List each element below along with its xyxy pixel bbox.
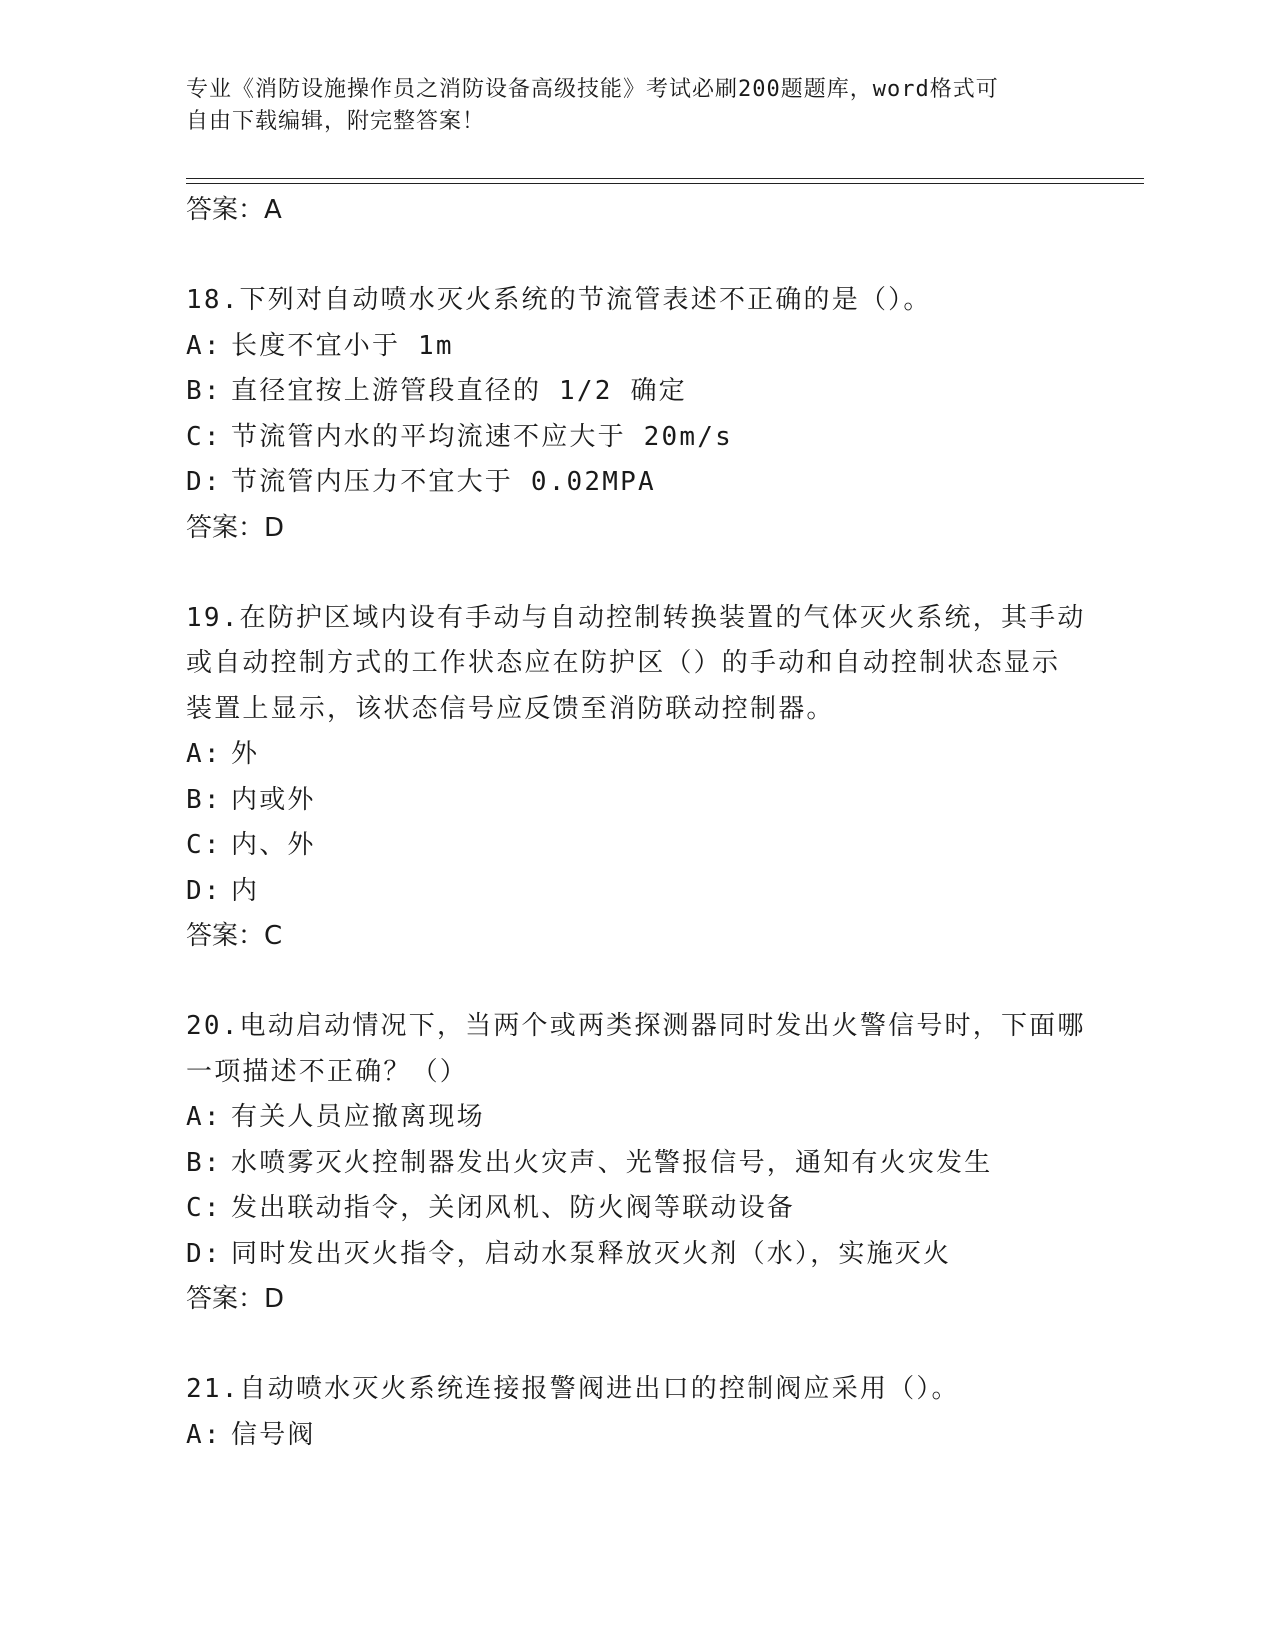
question-20 (186, 1004, 1086, 1322)
question-stem: 21.自动喷水灭火系统连接报警阀进出口的控制阀应采用（）。 (186, 1374, 960, 1404)
document-header (186, 74, 1066, 138)
option-a (186, 732, 1086, 778)
header-divider-bottom (186, 183, 1144, 184)
option-text: 节流管内水的平均流速不应大于 20m/s (231, 421, 733, 452)
option-d (186, 869, 1086, 915)
option-c (186, 823, 1086, 869)
option-text: 有关人员应撤离现场 (231, 1102, 485, 1132)
option-key: A: (186, 1419, 222, 1450)
option-text: 长度不宜小于 1m (231, 330, 454, 361)
option-key: A: (186, 1102, 222, 1132)
option-text: 外 (231, 739, 260, 769)
option-d (186, 460, 1086, 506)
option-key: B: (186, 1147, 222, 1178)
option-text: 节流管内压力不宜大于 0.02MPA (231, 467, 656, 497)
question-stem: 18.下列对自动喷水灭火系统的节流管表述不正确的是（）。 (186, 285, 932, 315)
option-key: C: (186, 830, 222, 860)
option-b (186, 778, 1086, 824)
option-text: 发出联动指令，关闭风机、防火阀等联动设备 (231, 1193, 796, 1223)
option-key: D: (186, 467, 222, 497)
option-key: A: (186, 739, 222, 769)
option-c (186, 415, 1086, 461)
option-b (186, 369, 1086, 415)
option-b (186, 1141, 1086, 1187)
option-text: 内或外 (231, 784, 316, 815)
option-text: 直径宜按上游管段直径的 1/2 确定 (231, 376, 687, 406)
option-key: C: (186, 1193, 222, 1223)
option-key: B: (186, 376, 222, 406)
option-a (186, 1095, 1086, 1141)
option-text: 信号阀 (231, 1419, 316, 1450)
option-text: 内、外 (231, 830, 316, 860)
question-stem: 19.在防护区域内设有手动与自动控制转换装置的气体灭火系统，其手动或自动控制方式的工作状态应在防护区（）的手动和自动控制状态显示装置上显示，该状态信号应反馈至消防联动控制器。 (186, 602, 1086, 724)
option-c (186, 1186, 1086, 1232)
option-key: D: (186, 875, 222, 906)
question-stem: 20.电动启动情况下，当两个或两类探测器同时发出火警信号时，下面哪一项描述不正确？（） (186, 1011, 1086, 1087)
question-21 (186, 1367, 1086, 1458)
option-key: D: (186, 1238, 222, 1269)
answer-line: 答案：D (186, 512, 285, 543)
option-d (186, 1232, 1086, 1278)
option-text: 内 (231, 875, 260, 906)
header-divider-top (186, 178, 1144, 179)
question-18 (186, 278, 1086, 551)
question-19 (186, 596, 1086, 960)
header-line-2: 自由下载编辑，附完整答案！ (186, 109, 486, 134)
option-text: 水喷雾灭火控制器发出火灾声、光警报信号，通知有火灾发生 (231, 1147, 993, 1178)
option-key: B: (186, 784, 222, 815)
option-a (186, 324, 1086, 370)
option-text: 同时发出灭火指令，启动水泵释放灭火剂（水），实施灭火 (231, 1238, 952, 1269)
answer-line: 答案：D (186, 1284, 285, 1314)
option-key: A: (186, 330, 222, 361)
header-line-1: 专业《消防设施操作员之消防设备高级技能》考试必刷200题题库，word格式可 (186, 77, 999, 102)
question-list (186, 188, 1086, 1458)
answer-line: 答案：A (186, 195, 282, 225)
answer-line: 答案：C (186, 921, 283, 951)
option-key: C: (186, 421, 222, 452)
option-a (186, 1413, 1086, 1459)
